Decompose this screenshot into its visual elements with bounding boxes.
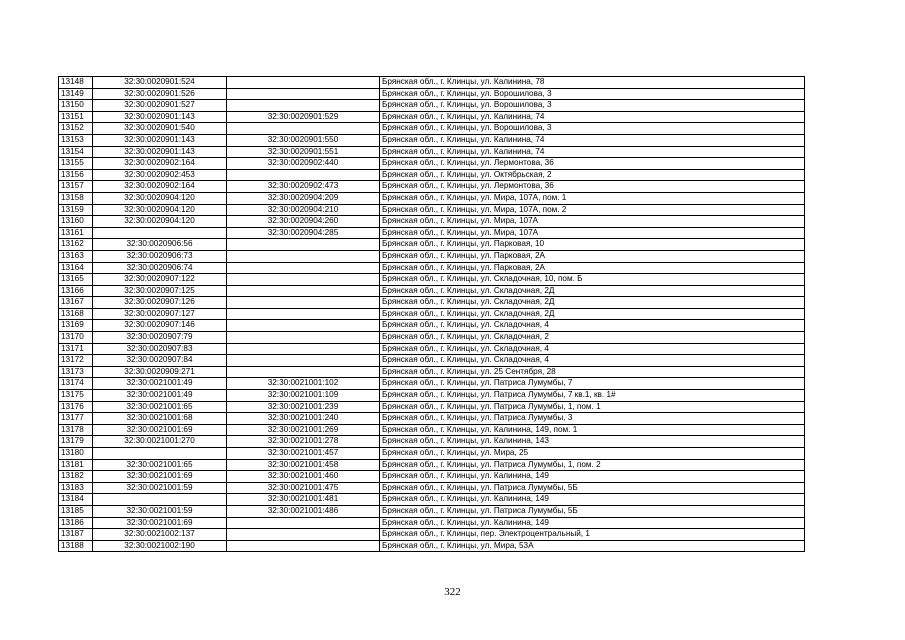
object-number-cell (227, 250, 380, 262)
table-row (59, 285, 805, 297)
cadastral-number-cell: 32:30:0021001:59 (93, 505, 227, 517)
row-number-cell: 13167 (59, 297, 93, 309)
cadastral-number-cell: 32:30:0020907:122 (93, 274, 227, 286)
address-cell: Брянская обл., г. Клинцы, ул. Складочная, 10, пом. Б (380, 274, 805, 286)
cadastral-number-cell: 32:30:0021001:69 (93, 471, 227, 483)
object-number-cell (227, 88, 380, 100)
table-row (59, 355, 805, 367)
address-cell: Брянская обл., г. Клинцы, ул. Мира, 53А (380, 540, 805, 552)
row-number-cell: 13178 (59, 424, 93, 436)
object-number-cell (227, 77, 380, 89)
table-row (59, 366, 805, 378)
table-row (59, 181, 805, 193)
address-cell: Брянская обл., г. Клинцы, ул. Патриса Лумумбы, 7 (380, 378, 805, 390)
object-number-cell (227, 123, 380, 135)
row-number-cell: 13168 (59, 308, 93, 320)
row-number-cell: 13169 (59, 320, 93, 332)
cadastral-number-cell: 32:30:0020907:125 (93, 285, 227, 297)
table-row (59, 517, 805, 529)
object-number-cell (227, 239, 380, 251)
object-number-cell: 32:30:0020902:440 (227, 158, 380, 170)
table-row (59, 343, 805, 355)
address-cell: Брянская обл., г. Клинцы, ул. Складочная, 4 (380, 343, 805, 355)
object-number-cell (227, 308, 380, 320)
address-cell: Брянская обл., г. Клинцы, ул. Парковая, 10 (380, 239, 805, 251)
table-row (59, 192, 805, 204)
object-number-cell: 32:30:0020904:285 (227, 227, 380, 239)
object-number-cell: 32:30:0021001:457 (227, 448, 380, 460)
table-row (59, 448, 805, 460)
table-row (59, 77, 805, 89)
table-row (59, 505, 805, 517)
table-row (59, 436, 805, 448)
row-number-cell: 13163 (59, 250, 93, 262)
object-number-cell: 32:30:0020904:260 (227, 216, 380, 228)
row-number-cell: 13180 (59, 448, 93, 460)
table-row (59, 424, 805, 436)
table-row (59, 123, 805, 135)
object-number-cell: 32:30:0020904:209 (227, 192, 380, 204)
address-cell: Брянская обл., г. Клинцы, ул. Ворошилова, 3 (380, 123, 805, 135)
object-number-cell: 32:30:0020902:473 (227, 181, 380, 193)
table-row (59, 320, 805, 332)
address-cell: Брянская обл., г. Клинцы, ул. Ворошилова, 3 (380, 100, 805, 112)
address-cell: Брянская обл., г. Клинцы, ул. Мира, 107А, пом. 1 (380, 192, 805, 204)
registry-table (58, 76, 805, 552)
address-cell: Брянская обл., г. Клинцы, ул. Октябрьская, 2 (380, 169, 805, 181)
table-row (59, 274, 805, 286)
cadastral-number-cell: 32:30:0020904:120 (93, 192, 227, 204)
row-number-cell: 13165 (59, 274, 93, 286)
cadastral-number-cell (93, 448, 227, 460)
cadastral-number-cell: 32:30:0021001:270 (93, 436, 227, 448)
object-number-cell: 32:30:0021001:109 (227, 390, 380, 402)
cadastral-number-cell: 32:30:0020901:143 (93, 146, 227, 158)
table-row (59, 111, 805, 123)
address-cell: Брянская обл., г. Клинцы, ул. Складочная, 2Д (380, 297, 805, 309)
table-row (59, 540, 805, 552)
cadastral-number-cell: 32:30:0020901:527 (93, 100, 227, 112)
table-row (59, 529, 805, 541)
address-cell: Брянская обл., г. Клинцы, ул. Ворошилова, 3 (380, 88, 805, 100)
address-cell: Брянская обл., г. Клинцы, ул. Патриса Лумумбы, 7 кв.1, кв. 1# (380, 390, 805, 402)
table-row (59, 227, 805, 239)
address-cell: Брянская обл., г. Клинцы, ул. Лермонтова, 36 (380, 158, 805, 170)
address-cell: Брянская обл., г. Клинцы, ул. Патриса Лумумбы, 1, пом. 2 (380, 459, 805, 471)
object-number-cell (227, 343, 380, 355)
cadastral-number-cell: 32:30:0020902:164 (93, 181, 227, 193)
cadastral-number-cell: 32:30:0020907:79 (93, 332, 227, 344)
table-row (59, 482, 805, 494)
row-number-cell: 13162 (59, 239, 93, 251)
address-cell: Брянская обл., г. Клинцы, ул. Калинина, 74 (380, 111, 805, 123)
table-row (59, 471, 805, 483)
address-cell: Брянская обл., г. Клинцы, ул. Патриса Лумумбы, 3 (380, 413, 805, 425)
cadastral-number-cell: 32:30:0020907:146 (93, 320, 227, 332)
cadastral-number-cell: 32:30:0020909:271 (93, 366, 227, 378)
row-number-cell: 13174 (59, 378, 93, 390)
object-number-cell (227, 366, 380, 378)
address-cell: Брянская обл., г. Клинцы, ул. Мира, 25 (380, 448, 805, 460)
cadastral-number-cell: 32:30:0021001:65 (93, 459, 227, 471)
object-number-cell: 32:30:0020904:210 (227, 204, 380, 216)
cadastral-number-cell: 32:30:0020904:120 (93, 216, 227, 228)
table-row (59, 401, 805, 413)
cadastral-number-cell: 32:30:0021001:49 (93, 378, 227, 390)
row-number-cell: 13186 (59, 517, 93, 529)
row-number-cell: 13156 (59, 169, 93, 181)
address-cell: Брянская обл., г. Клинцы, ул. Лермонтова, 36 (380, 181, 805, 193)
address-cell: Брянская обл., г. Клинцы, ул. Калинина, 149, пом. 1 (380, 424, 805, 436)
row-number-cell: 13171 (59, 343, 93, 355)
object-number-cell (227, 297, 380, 309)
address-cell: Брянская обл., г. Клинцы, ул. Патриса Лумумбы, 5Б (380, 482, 805, 494)
row-number-cell: 13177 (59, 413, 93, 425)
address-cell: Брянская обл., г. Клинцы, ул. Калинина, 74 (380, 146, 805, 158)
row-number-cell: 13188 (59, 540, 93, 552)
cadastral-number-cell: 32:30:0021001:68 (93, 413, 227, 425)
row-number-cell: 13148 (59, 77, 93, 89)
cadastral-number-cell (93, 227, 227, 239)
cadastral-number-cell: 32:30:0020906:73 (93, 250, 227, 262)
row-number-cell: 13154 (59, 146, 93, 158)
cadastral-number-cell: 32:30:0020901:540 (93, 123, 227, 135)
row-number-cell: 13184 (59, 494, 93, 506)
cadastral-number-cell: 32:30:0020901:526 (93, 88, 227, 100)
table-row (59, 378, 805, 390)
address-cell: Брянская обл., г. Клинцы, ул. Патриса Лумумбы, 1, пом. 1 (380, 401, 805, 413)
row-number-cell: 13161 (59, 227, 93, 239)
cadastral-number-cell: 32:30:0020902:453 (93, 169, 227, 181)
table-row (59, 332, 805, 344)
cadastral-number-cell: 32:30:0020906:74 (93, 262, 227, 274)
object-number-cell: 32:30:0021001:278 (227, 436, 380, 448)
object-number-cell (227, 262, 380, 274)
address-cell: Брянская обл., г. Клинцы, ул. Калинина, 78 (380, 77, 805, 89)
row-number-cell: 13159 (59, 204, 93, 216)
object-number-cell (227, 285, 380, 297)
address-cell: Брянская обл., г. Клинцы, ул. Патриса Лумумбы, 5Б (380, 505, 805, 517)
object-number-cell: 32:30:0021001:458 (227, 459, 380, 471)
table-row (59, 158, 805, 170)
cadastral-number-cell: 32:30:0020901:524 (93, 77, 227, 89)
address-cell: Брянская обл., г. Клинцы, ул. Калинина, 143 (380, 436, 805, 448)
object-number-cell (227, 100, 380, 112)
object-number-cell: 32:30:0021001:269 (227, 424, 380, 436)
address-cell: Брянская обл., г. Клинцы, ул. Калинина, 149 (380, 494, 805, 506)
object-number-cell (227, 355, 380, 367)
row-number-cell: 13173 (59, 366, 93, 378)
object-number-cell: 32:30:0020901:550 (227, 134, 380, 146)
address-cell: Брянская обл., г. Клинцы, ул. Калинина, 74 (380, 134, 805, 146)
object-number-cell: 32:30:0020901:551 (227, 146, 380, 158)
row-number-cell: 13149 (59, 88, 93, 100)
address-cell: Брянская обл., г. Клинцы, ул. Мира, 107А, пом. 2 (380, 204, 805, 216)
cadastral-number-cell: 32:30:0021001:65 (93, 401, 227, 413)
cadastral-number-cell: 32:30:0021001:59 (93, 482, 227, 494)
cadastral-number-cell: 32:30:0020907:83 (93, 343, 227, 355)
row-number-cell: 13157 (59, 181, 93, 193)
table-row (59, 459, 805, 471)
object-number-cell: 32:30:0021001:481 (227, 494, 380, 506)
table-row (59, 100, 805, 112)
cadastral-number-cell: 32:30:0021002:190 (93, 540, 227, 552)
registry-table-body (59, 77, 805, 552)
object-number-cell: 32:30:0021001:486 (227, 505, 380, 517)
cadastral-number-cell: 32:30:0020907:126 (93, 297, 227, 309)
cadastral-number-cell: 32:30:0020901:143 (93, 134, 227, 146)
object-number-cell: 32:30:0021001:240 (227, 413, 380, 425)
address-cell: Брянская обл., г. Клинцы, ул. Складочная, 2Д (380, 285, 805, 297)
row-number-cell: 13158 (59, 192, 93, 204)
object-number-cell: 32:30:0021001:239 (227, 401, 380, 413)
table-row (59, 216, 805, 228)
object-number-cell (227, 169, 380, 181)
object-number-cell (227, 320, 380, 332)
table-row (59, 134, 805, 146)
row-number-cell: 13183 (59, 482, 93, 494)
table-row (59, 88, 805, 100)
cadastral-number-cell: 32:30:0021002:137 (93, 529, 227, 541)
object-number-cell: 32:30:0021001:475 (227, 482, 380, 494)
cadastral-number-cell: 32:30:0020901:143 (93, 111, 227, 123)
table-row (59, 239, 805, 251)
object-number-cell (227, 540, 380, 552)
cadastral-number-cell: 32:30:0021001:69 (93, 517, 227, 529)
row-number-cell: 13155 (59, 158, 93, 170)
row-number-cell: 13164 (59, 262, 93, 274)
address-cell: Брянская обл., г. Клинцы, ул. Парковая, 2А (380, 262, 805, 274)
cadastral-number-cell: 32:30:0021001:69 (93, 424, 227, 436)
cadastral-number-cell: 32:30:0021001:49 (93, 390, 227, 402)
address-cell: Брянская обл., г. Клинцы, ул. Парковая, 2А (380, 250, 805, 262)
table-row (59, 146, 805, 158)
object-number-cell: 32:30:0021001:102 (227, 378, 380, 390)
object-number-cell: 32:30:0020901:529 (227, 111, 380, 123)
row-number-cell: 13153 (59, 134, 93, 146)
address-cell: Брянская обл., г. Клинцы, ул. Складочная, 4 (380, 355, 805, 367)
row-number-cell: 13175 (59, 390, 93, 402)
row-number-cell: 13160 (59, 216, 93, 228)
row-number-cell: 13181 (59, 459, 93, 471)
row-number-cell: 13182 (59, 471, 93, 483)
cadastral-number-cell: 32:30:0020902:164 (93, 158, 227, 170)
row-number-cell: 13187 (59, 529, 93, 541)
cadastral-number-cell: 32:30:0020907:84 (93, 355, 227, 367)
table-row (59, 297, 805, 309)
address-cell: Брянская обл., г. Клинцы, ул. 25 Сентября, 28 (380, 366, 805, 378)
address-cell: Брянская обл., г. Клинцы, ул. Складочная, 2 (380, 332, 805, 344)
address-cell: Брянская обл., г. Клинцы, ул. Мира, 107А (380, 216, 805, 228)
address-cell: Брянская обл., г. Клинцы, пер. Электроцентральный, 1 (380, 529, 805, 541)
row-number-cell: 13150 (59, 100, 93, 112)
cadastral-number-cell: 32:30:0020904:120 (93, 204, 227, 216)
table-row (59, 413, 805, 425)
row-number-cell: 13166 (59, 285, 93, 297)
address-cell: Брянская обл., г. Клинцы, ул. Складочная, 4 (380, 320, 805, 332)
table-row (59, 308, 805, 320)
cadastral-number-cell (93, 494, 227, 506)
address-cell: Брянская обл., г. Клинцы, ул. Складочная, 2Д (380, 308, 805, 320)
cadastral-number-cell: 32:30:0020907:127 (93, 308, 227, 320)
table-row (59, 204, 805, 216)
row-number-cell: 13176 (59, 401, 93, 413)
table-row (59, 169, 805, 181)
table-row (59, 262, 805, 274)
address-cell: Брянская обл., г. Клинцы, ул. Калинина, 149 (380, 517, 805, 529)
object-number-cell (227, 517, 380, 529)
row-number-cell: 13179 (59, 436, 93, 448)
table-row (59, 390, 805, 402)
table-row (59, 250, 805, 262)
row-number-cell: 13170 (59, 332, 93, 344)
object-number-cell (227, 332, 380, 344)
address-cell: Брянская обл., г. Клинцы, ул. Калинина, 149 (380, 471, 805, 483)
address-cell: Брянская обл., г. Клинцы, ул. Мира, 107А (380, 227, 805, 239)
row-number-cell: 13185 (59, 505, 93, 517)
object-number-cell (227, 529, 380, 541)
row-number-cell: 13151 (59, 111, 93, 123)
table-row (59, 494, 805, 506)
row-number-cell: 13172 (59, 355, 93, 367)
object-number-cell: 32:30:0021001:460 (227, 471, 380, 483)
object-number-cell (227, 274, 380, 286)
cadastral-number-cell: 32:30:0020906:56 (93, 239, 227, 251)
page-number: 322 (444, 586, 461, 598)
row-number-cell: 13152 (59, 123, 93, 135)
